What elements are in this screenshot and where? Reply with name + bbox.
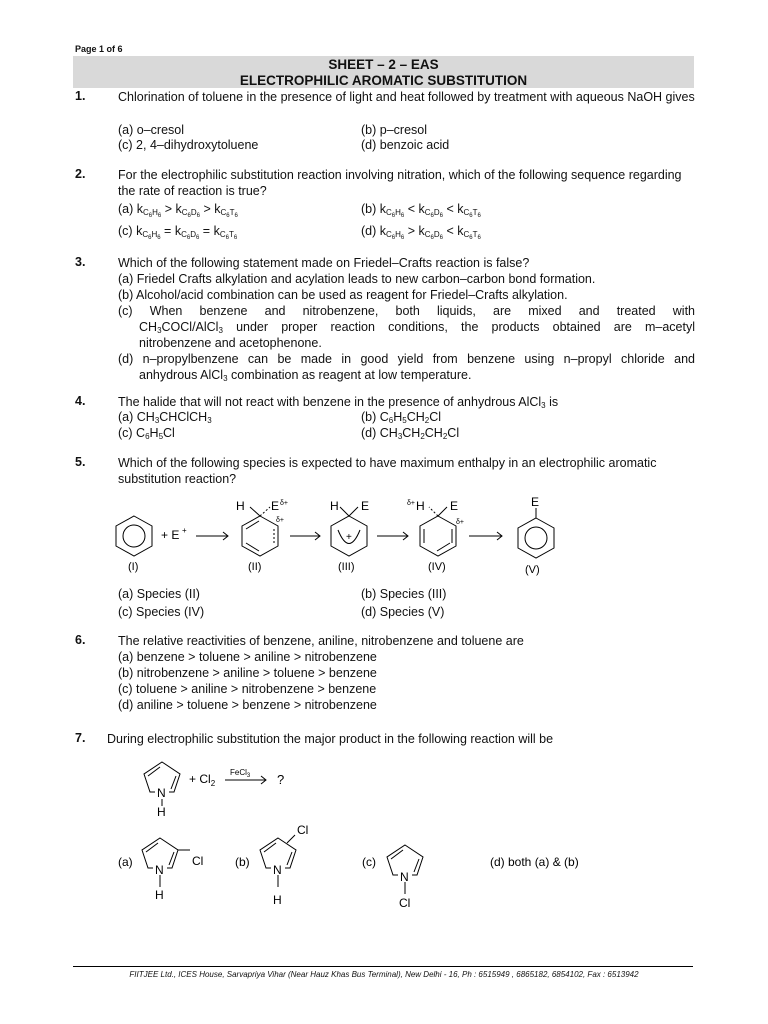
comparison-operator: > <box>200 202 215 216</box>
electrophile-label: E <box>361 499 370 513</box>
option-b-label: (b) <box>235 855 250 869</box>
option-d: (d) n–propylbenzene can be made in good yield from benzene using n–propyl chloride and anhydrous AlCl$_3$ combination as reagent at low temperature. <box>118 352 695 383</box>
delta-label: δ+ <box>456 519 464 526</box>
product-V <box>518 508 554 558</box>
option-b: (b) nitrobenzene > aniline > toluene > benzene <box>118 666 377 680</box>
option-d-label: (d) both (a) & (b) <box>490 855 579 869</box>
benzene-structure <box>116 516 152 556</box>
species-label-II: (II) <box>248 561 262 573</box>
species-label-I: (I) <box>128 561 139 573</box>
question-text: For the electrophilic substitution reaction involving nitration, which of the following sequence regarding the rate of reaction is true? <box>118 168 682 198</box>
hydrogen-label: H <box>330 499 339 513</box>
q5-option-c: (c) Species (IV) <box>118 605 205 619</box>
option-a: (a) $k_{C_6H_6} > k_{C_6D_6} > k_{C_6T_6}$ <box>118 202 238 219</box>
rate-constant: $k_{C_6D_6}$ <box>174 224 200 241</box>
option-a-label: (a) <box>118 855 133 869</box>
arrow-icon <box>225 776 266 784</box>
option-c: (c) When benzene and nitrobenzene, both liquids, are mixed and treated with $CH_3COCl/AlCl_3$ under proper reaction conditions, the products obtained are m–acetyl nitrobenzene and acetophenone. <box>118 304 695 350</box>
electrophile-label: + E <box>161 528 180 542</box>
species-label-III: (III) <box>338 561 355 573</box>
rate-constant: $k_{C_6T_6}$ <box>213 224 238 241</box>
question-number: 1. <box>75 89 86 103</box>
option-a: (a) Friedel Crafts alkylation and acylation leads to new carbon–carbon bond formation. <box>118 272 596 286</box>
nitrogen-label: N <box>273 863 282 877</box>
q5-option-b: (b) Species (III) <box>361 587 447 601</box>
nitrogen-label: N <box>400 870 409 884</box>
rate-constant: $k_{C_6H_6}$ <box>136 202 162 219</box>
rate-constant: $k_{C_6T_6}$ <box>457 224 481 241</box>
option-c: (c) toluene > aniline > nitrobenzene > benzene <box>118 682 377 696</box>
option-b: (b) $k_{C_6H_6} < k_{C_6D_6} < k_{C_6T_6}$ <box>361 202 481 219</box>
rate-constant: $k_{C_6D_6}$ <box>175 202 201 219</box>
footer-divider <box>73 966 693 967</box>
rate-constant: $k_{C_6D_6}$ <box>418 224 444 241</box>
comparison-operator: < <box>443 202 458 216</box>
option-d: (d) $k_{C_6H_6} > k_{C_6D_6} < k_{C_6T_6}$ <box>361 224 481 241</box>
question-text: Which of the following statement made on Friedel–Crafts reaction is false? <box>118 256 530 270</box>
electrophile-label: E <box>450 499 459 513</box>
reagent-label: + $Cl_2$ <box>189 772 216 788</box>
option-a: (a) benzene > toluene > aniline > nitrobenzene <box>118 650 377 664</box>
sheet-subtitle: ELECTROPHILIC AROMATIC SUBSTITUTION <box>239 73 528 88</box>
question-number: 4. <box>75 394 86 408</box>
question-text: The relative reactivities of benzene, aniline, nitrobenzene and toluene are <box>118 634 524 648</box>
comparison-operator: = <box>160 224 175 238</box>
unknown-product: ? <box>277 772 285 787</box>
chlorine-label: Cl <box>399 896 411 910</box>
question-text: The halide that will not react with benzene in the presence of anhydrous AlCl$_3$ is <box>118 395 559 410</box>
rate-constant: $k_{C_6T_6}$ <box>457 202 481 219</box>
charge-plus: + <box>182 526 187 535</box>
delta-label: δ+ <box>276 517 284 524</box>
option-b: (b) p–cresol <box>361 123 427 137</box>
nitrogen-label: N <box>155 863 164 877</box>
hydrogen-label: H <box>273 893 282 907</box>
comparison-operator: < <box>404 202 419 216</box>
sheet-title: SHEET – 2 – EAS <box>328 57 439 72</box>
option-c: (c) $C_6H_5Cl$ <box>118 426 175 441</box>
option-d: (d) aniline > toluene > benzene > nitrobenzene <box>118 698 377 712</box>
option-a: (a) o–cresol <box>118 123 184 137</box>
footer-text: FIITJEE Ltd., ICES House, Sarvapriya Vihar (Near Hauz Khas Bus Terminal), New Delhi - 16, Ph : 6515949 , 6865182, 6854102, Fax : 6513942 <box>129 970 639 979</box>
option-d: (d) benzoic acid <box>361 138 450 152</box>
arrow-icon <box>290 532 320 540</box>
hydrogen-label: H <box>416 499 425 513</box>
question-number: 2. <box>75 167 86 181</box>
sigma-complex-IV <box>420 507 456 556</box>
hydrogen-label: H <box>155 888 164 902</box>
arrow-icon <box>469 532 502 540</box>
species-label-IV: (IV) <box>428 561 446 573</box>
question-number: 5. <box>75 455 86 469</box>
catalyst-label: FeCl$_3$ <box>230 768 251 779</box>
question-number: 3. <box>75 255 86 269</box>
option-d: (d) $CH_3CH_2CH_2Cl$ <box>361 426 460 441</box>
electrophile-label: E <box>531 495 540 509</box>
rate-constant: $k_{C_6H_6}$ <box>136 224 161 241</box>
sigma-complex-II <box>242 507 278 556</box>
question-text: During electrophilic substitution the major product in the following reaction will be <box>107 732 554 746</box>
electrophile-label: E <box>271 499 280 513</box>
hydrogen-label: H <box>157 805 166 819</box>
rate-constant: $k_{C_6T_6}$ <box>214 202 238 219</box>
option-b: (b) Alcohol/acid combination can be used as reagent for Friedel–Crafts alkylation. <box>118 288 568 302</box>
option-b: (b) $C_6H_5CH_2Cl$ <box>361 410 442 425</box>
comparison-operator: = <box>199 224 214 238</box>
option-c: (c) $k_{C_6H_6} = k_{C_6D_6} = k_{C_6T_6}$ <box>118 224 238 241</box>
question-text: Which of the following species is expected to have maximum enthalpy in an electrophilic aromatic substitution reaction? <box>118 456 657 486</box>
comparison-operator: < <box>443 224 458 238</box>
option-a: (a) $CH_3CHClCH_3$ <box>118 410 212 425</box>
comparison-operator: > <box>404 224 419 238</box>
option-c-label: (c) <box>362 855 376 869</box>
comparison-operator: > <box>161 202 176 216</box>
species-label-V: (V) <box>525 564 540 576</box>
rate-constant: $k_{C_6H_6}$ <box>379 202 405 219</box>
arrow-icon <box>196 532 228 540</box>
question-number: 6. <box>75 633 86 647</box>
rate-constant: $k_{C_6H_6}$ <box>379 224 405 241</box>
question-6 <box>75 633 695 713</box>
question-number: 7. <box>75 731 86 745</box>
q5-option-a: (a) Species (II) <box>118 587 200 601</box>
delta-label: δ+ <box>280 500 288 507</box>
rate-constant: $k_{C_6D_6}$ <box>418 202 444 219</box>
chlorine-label: Cl <box>192 854 204 868</box>
nitrogen-label: N <box>157 786 166 800</box>
arrow-icon <box>377 532 408 540</box>
question-7 <box>75 731 695 751</box>
hydrogen-label: H <box>236 499 245 513</box>
chlorine-label: Cl <box>297 823 309 837</box>
q5-option-d: (d) Species (V) <box>361 605 445 619</box>
option-c: (c) 2, 4–dihydroxytoluene <box>118 138 259 152</box>
charge-plus: + <box>346 532 352 543</box>
question-text: Chlorination of toluene in the presence of light and heat followed by treatment with aqueous NaOH gives <box>118 90 695 104</box>
page-number: Page 1 of 6 <box>75 44 123 54</box>
delta-label: δ+ <box>407 500 415 507</box>
